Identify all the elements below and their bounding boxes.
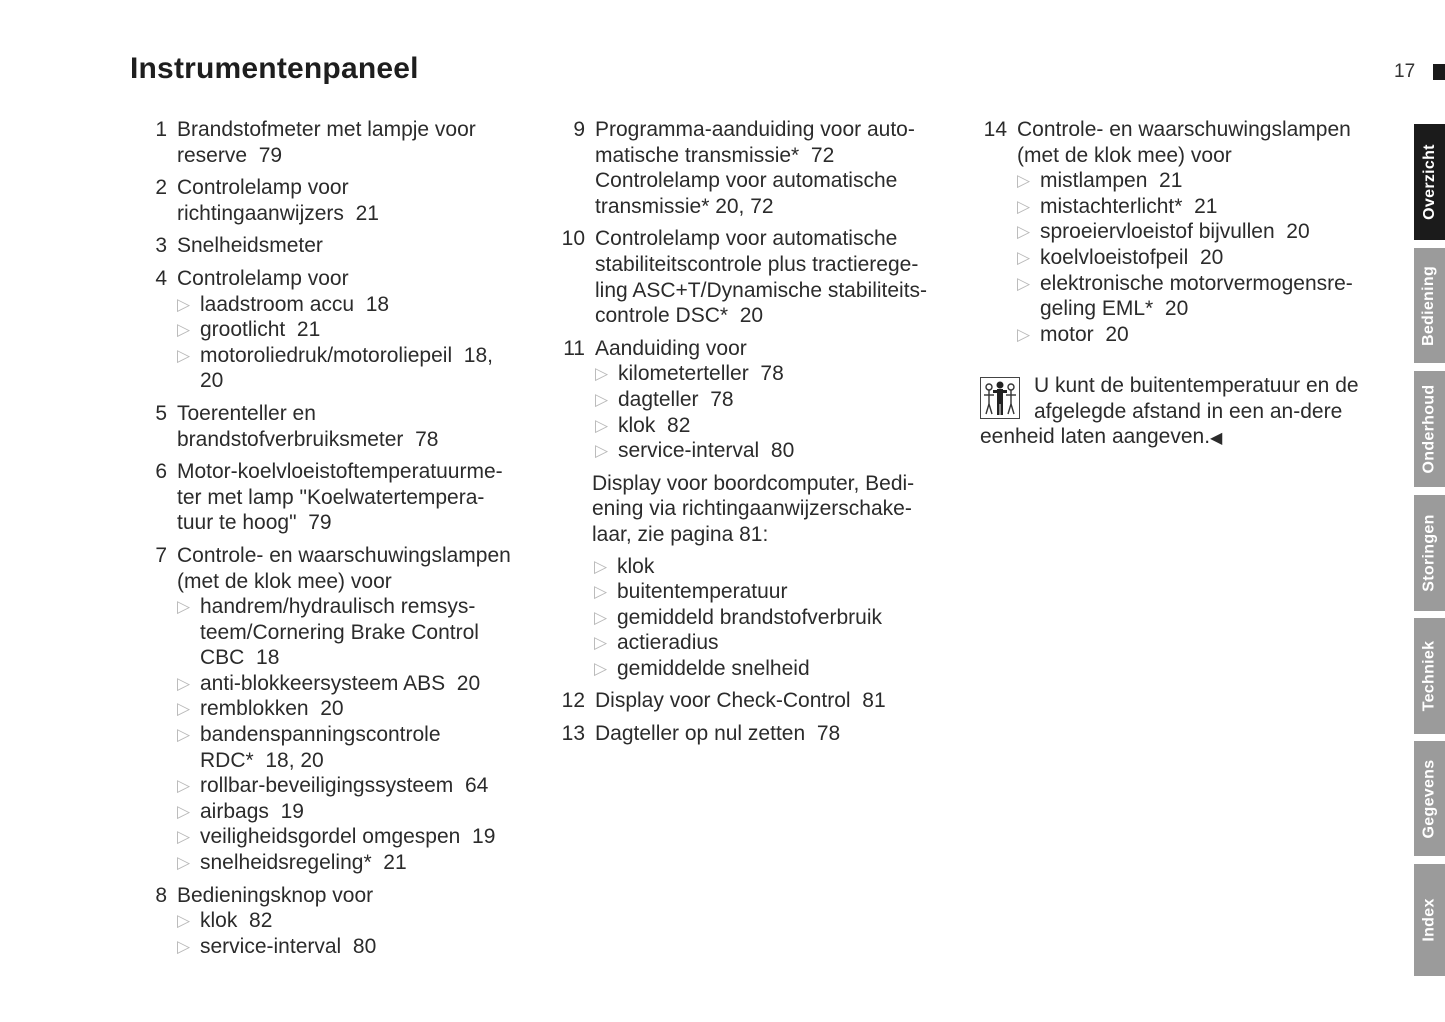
page-reference: 19 (472, 825, 496, 849)
bullet-triangle-icon: ▷ (1017, 273, 1031, 293)
bullet-label: koelvloeistofpeil (1040, 245, 1189, 269)
item-number (556, 117, 585, 219)
bullet-triangle-icon: ▷ (177, 936, 191, 956)
page-reference: 80 (770, 439, 795, 463)
bullet-label: grootlicht (200, 318, 286, 342)
page-reference: 18 (256, 646, 280, 670)
page-reference: 82 (249, 909, 273, 933)
page-reference: 78 (710, 387, 734, 411)
bullet-item (594, 630, 966, 656)
item-label: Toerenteller en brandstofverbruiksmeter (177, 401, 404, 451)
bullet-item (177, 292, 548, 318)
bullet-label: sproeiervloeistof bijvullen (1040, 220, 1275, 244)
item-body (585, 688, 966, 714)
bullet-triangle-icon: ▷ (595, 364, 609, 384)
bullet-label: klok (200, 909, 238, 933)
page-reference: 20 (1286, 220, 1310, 244)
bullet-text (617, 579, 787, 605)
bullet-text (617, 554, 654, 580)
bullet-text (200, 850, 407, 876)
tab-label: Bediening (1420, 265, 1438, 346)
bullet-item (1017, 322, 1388, 348)
bullet-item (594, 579, 966, 605)
page-reference: 79 (258, 143, 283, 167)
item-body (585, 226, 966, 328)
bullet-label: elektronische motorvermogensre- geling EML* (1040, 271, 1353, 321)
item-label: Controlelamp voor (177, 266, 349, 290)
page-reference: 21 (383, 851, 407, 875)
tab-label: Techniek (1420, 640, 1438, 712)
item-number (556, 688, 585, 714)
page-reference: 19 (280, 799, 304, 823)
item-number (138, 459, 167, 536)
bullet-label: buitentemperatuur (617, 580, 788, 604)
tab-label: Overzicht (1420, 144, 1438, 220)
tab-overzicht[interactable] (1414, 124, 1445, 240)
bullet-item (177, 317, 548, 343)
bullet-item (1017, 194, 1388, 220)
bullet-triangle-icon: ▷ (1017, 247, 1031, 267)
page-reference: 18, 20 (200, 343, 493, 393)
numbered-item (556, 688, 966, 714)
bullet-text (617, 656, 810, 682)
item-number-text: 14 (983, 118, 1007, 141)
page-reference: 20 (1164, 297, 1189, 321)
bullet-triangle-icon: ▷ (594, 633, 608, 653)
bullet-triangle-icon: ▷ (177, 911, 191, 931)
bullet-triangle-icon: ▷ (177, 673, 191, 693)
numbered-item (556, 226, 966, 328)
page-reference: 78 (760, 362, 784, 386)
bullet-text (1040, 271, 1353, 322)
item-label: Controlelamp voor automatische stabiliteitscontrole plus tractierege- ling ASC+T/Dynamische stabiliteits- controle DSC* (595, 227, 928, 328)
bullet-item (177, 671, 548, 697)
tab-label: Storingen (1420, 514, 1438, 592)
item-number (556, 721, 585, 747)
numbered-item (138, 459, 548, 536)
note-text: U kunt de buitentemperatuur en de afgelegde afstand in een an-dere eenheid laten aangeven. (980, 374, 1359, 449)
item-number-text: 6 (155, 460, 167, 484)
bullet-label: service-interval (200, 934, 342, 958)
bullet-item (177, 696, 548, 722)
bullet-item (595, 387, 966, 413)
page-marker-block (1433, 64, 1445, 80)
bullet-label: snelheidsregeling* (200, 851, 372, 875)
page-reference: 78 (415, 427, 439, 451)
item-label: Controlelamp voor richtingaanwijzers (177, 176, 349, 225)
item-body (167, 117, 548, 168)
bullet-triangle-icon: ▷ (177, 320, 191, 340)
item-body (167, 543, 548, 876)
bullet-label: remblokken (200, 697, 309, 721)
item-text (177, 543, 548, 594)
item-text (177, 233, 548, 259)
item-body (167, 233, 548, 259)
item-number-text: 7 (155, 543, 167, 567)
item-number-text: 10 (561, 227, 585, 251)
bullet-item (595, 438, 966, 464)
bullet-triangle-icon: ▷ (177, 699, 191, 719)
bullet-text (200, 773, 488, 799)
bullet-triangle-icon: ▷ (177, 853, 191, 873)
item-text (1017, 117, 1388, 168)
bullet-triangle-icon: ▷ (177, 294, 191, 314)
bullet-text (617, 605, 882, 631)
bullet-text (200, 594, 479, 671)
item-text (177, 883, 548, 909)
bullet-item (177, 799, 548, 825)
numbered-item (138, 883, 548, 960)
bullet-item (595, 361, 966, 387)
bullet-label: laadstroom accu (200, 292, 355, 316)
people-note-icon (980, 377, 1020, 419)
bullet-item (177, 722, 548, 773)
display-list (556, 554, 966, 682)
item-number-text: 2 (155, 176, 167, 200)
bullet-text (1040, 168, 1182, 194)
bullet-text (1040, 194, 1217, 220)
item-body (1007, 117, 1388, 347)
item-text (595, 226, 966, 328)
bullet-text (200, 671, 480, 697)
bullet-text (200, 934, 376, 960)
bullet-triangle-icon: ▷ (177, 597, 191, 617)
column-right (978, 117, 1388, 354)
bullet-item (177, 594, 548, 671)
end-mark-icon: ◀ (1210, 430, 1223, 448)
bullet-text (1040, 245, 1223, 271)
item-number (138, 117, 167, 168)
item-number-text: 1 (155, 118, 167, 141)
bullet-text (618, 387, 734, 413)
bullet-label: klok (618, 413, 656, 437)
bullet-triangle-icon: ▷ (177, 801, 191, 821)
item-body (167, 175, 548, 226)
page-reference: 20 (320, 697, 344, 721)
item-number-text: 8 (155, 883, 167, 907)
page-title: Instrumentenpaneel (130, 52, 419, 85)
bullet-triangle-icon: ▷ (594, 556, 608, 576)
item-text (595, 688, 966, 714)
bullet-label: gemiddeld brandstofverbruik (617, 605, 882, 629)
page-reference: 82 (667, 413, 691, 437)
numbered-item (138, 401, 548, 452)
item-number-text: 12 (561, 689, 585, 713)
page-reference: 79 (308, 511, 332, 535)
bullet-item (1017, 219, 1388, 245)
display-paragraph: Display voor boordcomputer, Bedi- ening via richtingaanwijzerschake- laar, zie pagina 81: (592, 471, 915, 546)
bullet-triangle-icon: ▷ (177, 827, 191, 847)
bullet-label: veiligheidsgordel omgespen (200, 825, 461, 849)
item-text (177, 401, 548, 452)
item-number (138, 401, 167, 452)
tab-index[interactable] (1414, 864, 1445, 976)
bullet-text (1040, 322, 1129, 348)
bullet-triangle-icon: ▷ (1017, 324, 1031, 344)
item-body (585, 721, 966, 747)
tab-label: Gegevens (1420, 759, 1438, 838)
bullet-text (200, 317, 320, 343)
item-label: Motor-koelvloeistoftemperatuurme- ter met lamp "Koelwatertempera- tuur te hoog" (177, 460, 503, 535)
page-reference: 72 (810, 143, 835, 167)
bullet-label: bandenspanningscontrole RDC* (200, 723, 441, 772)
numbered-item (138, 117, 548, 168)
item-body (585, 336, 966, 464)
item-number-text: 11 (563, 336, 585, 360)
bullet-triangle-icon: ▷ (177, 776, 191, 796)
bullet-label: kilometerteller (618, 362, 749, 386)
bullet-label: rollbar-beveiligingssysteem (200, 774, 454, 798)
numbered-item (556, 117, 966, 219)
item-number (138, 266, 167, 394)
numbered-item (138, 266, 548, 394)
bullet-triangle-icon: ▷ (595, 389, 609, 409)
bullet-triangle-icon: ▷ (177, 345, 191, 365)
item-number (138, 233, 167, 259)
bullet-label: actieradius (617, 631, 719, 655)
bullet-item (594, 605, 966, 631)
item-body (167, 883, 548, 960)
tab-gegevens[interactable] (1414, 741, 1445, 856)
page-reference: 20 (456, 671, 481, 695)
bullet-label: gemiddelde snelheid (617, 656, 810, 680)
bullet-item (177, 773, 548, 799)
bullet-text (618, 438, 794, 464)
numbered-item (138, 175, 548, 226)
page-reference: 78 (816, 722, 841, 746)
page-reference: 21 (1194, 194, 1218, 218)
item-label: Aanduiding voor (595, 336, 747, 360)
tab-onderhoud[interactable] (1414, 371, 1445, 487)
bullet-text (1040, 219, 1310, 245)
bullet-text (200, 696, 344, 722)
item-text (595, 117, 966, 168)
numbered-item (138, 543, 548, 876)
item-label: Controle- en waarschuwingslampen (met de klok mee) voor (1017, 118, 1351, 167)
page-reference: 20 (739, 304, 764, 328)
item-body (167, 266, 548, 394)
page-reference: 64 (464, 774, 489, 798)
item-text (595, 336, 966, 362)
numbered-item (556, 336, 966, 464)
bullet-triangle-icon: ▷ (1017, 196, 1031, 216)
bullet-label: service-interval (618, 439, 760, 463)
item-extra-text: Controlelamp voor automatische transmissie* 20, 72 (595, 169, 898, 218)
bullet-text (200, 799, 304, 825)
page-reference: 81 (862, 689, 886, 713)
bullet-triangle-icon: ▷ (595, 415, 609, 435)
item-number-text: 3 (155, 234, 167, 258)
bullet-label: anti-blokkeersysteem ABS (200, 671, 446, 695)
item-number (138, 543, 167, 876)
item-text (177, 117, 548, 168)
bullet-text (200, 722, 441, 773)
bullet-label: dagteller (618, 387, 699, 411)
tab-bediening[interactable] (1414, 248, 1445, 363)
numbered-item (978, 117, 1388, 347)
bullet-text (200, 292, 389, 318)
bullet-triangle-icon: ▷ (594, 582, 608, 602)
column-middle (556, 117, 966, 754)
bullet-item (1017, 168, 1388, 194)
info-note (980, 373, 1390, 452)
numbered-item (556, 721, 966, 747)
item-label: Dagteller op nul zetten (595, 722, 806, 746)
item-text (177, 459, 548, 536)
page-reference: 21 (296, 318, 321, 342)
item-text (595, 721, 966, 747)
item-label: Bedieningsknop voor (177, 883, 374, 907)
bullet-triangle-icon: ▷ (177, 725, 191, 745)
page-reference: 21 (355, 201, 379, 225)
bullet-triangle-icon: ▷ (595, 441, 609, 461)
column-left (138, 117, 548, 966)
bullet-label: mistlampen (1040, 169, 1148, 193)
bullet-item (177, 824, 548, 850)
bullet-text (200, 824, 495, 850)
bullet-label: handrem/hydraulisch remsys- teem/Cornering Brake Control CBC (200, 595, 479, 670)
bullet-item (1017, 271, 1388, 322)
bullet-item (177, 343, 548, 394)
bullet-label: motor (1040, 322, 1094, 346)
page-number: 17 (1394, 61, 1416, 82)
page-reference: 20 (1105, 322, 1129, 346)
bullet-triangle-icon: ▷ (594, 658, 608, 678)
page-reference: 80 (352, 934, 377, 958)
tab-storingen[interactable] (1414, 495, 1445, 611)
bullet-item (177, 934, 548, 960)
item-body (585, 117, 966, 219)
bullet-item (177, 850, 548, 876)
bullet-triangle-icon: ▷ (1017, 222, 1031, 242)
bullet-item (1017, 245, 1388, 271)
page-reference: 18, 20 (265, 748, 324, 772)
page-reference: 20 (1199, 245, 1224, 269)
item-label: Display voor Check-Control (595, 689, 851, 713)
bullet-triangle-icon: ▷ (594, 607, 608, 627)
item-number (138, 175, 167, 226)
bullet-label: motoroliedruk/motoroliepeil (200, 343, 453, 367)
item-number (556, 336, 585, 464)
page-reference: 21 (1159, 169, 1183, 193)
bullet-item (594, 656, 966, 682)
bullet-label: airbags (200, 799, 269, 823)
bullet-text (200, 343, 493, 394)
numbered-item (138, 233, 548, 259)
bullet-text (617, 630, 719, 656)
tab-label: Index (1420, 898, 1438, 942)
bullet-label: mistachterlicht* (1040, 194, 1183, 218)
item-label: Programma-aanduiding voor auto- matische transmissie* (595, 118, 915, 167)
item-number (556, 226, 585, 328)
page-reference: 18 (365, 292, 390, 316)
bullet-item (595, 413, 966, 439)
bullet-item (177, 908, 548, 934)
tab-techniek[interactable] (1414, 618, 1445, 734)
item-label: Controle- en waarschuwingslampen (met de klok mee) voor (177, 543, 511, 593)
item-body (167, 401, 548, 452)
bullet-text (618, 361, 784, 387)
item-body (167, 459, 548, 536)
item-number (138, 883, 167, 960)
bullet-text (200, 908, 272, 934)
item-label: Brandstofmeter met lampje voor reserve (177, 118, 476, 167)
item-number-text: 4 (155, 266, 167, 290)
bullet-label: klok (617, 554, 655, 578)
bullet-triangle-icon: ▷ (1017, 171, 1031, 191)
item-number (978, 117, 1007, 347)
tab-label: Onderhoud (1420, 384, 1438, 474)
bullet-item (594, 554, 966, 580)
bullet-text (618, 413, 690, 439)
item-text (177, 175, 548, 226)
item-text (177, 266, 548, 292)
item-number-text: 13 (561, 722, 585, 746)
item-number-text: 5 (155, 401, 167, 425)
item-label: Snelheidsmeter (177, 234, 323, 258)
item-number-text: 9 (573, 118, 585, 141)
